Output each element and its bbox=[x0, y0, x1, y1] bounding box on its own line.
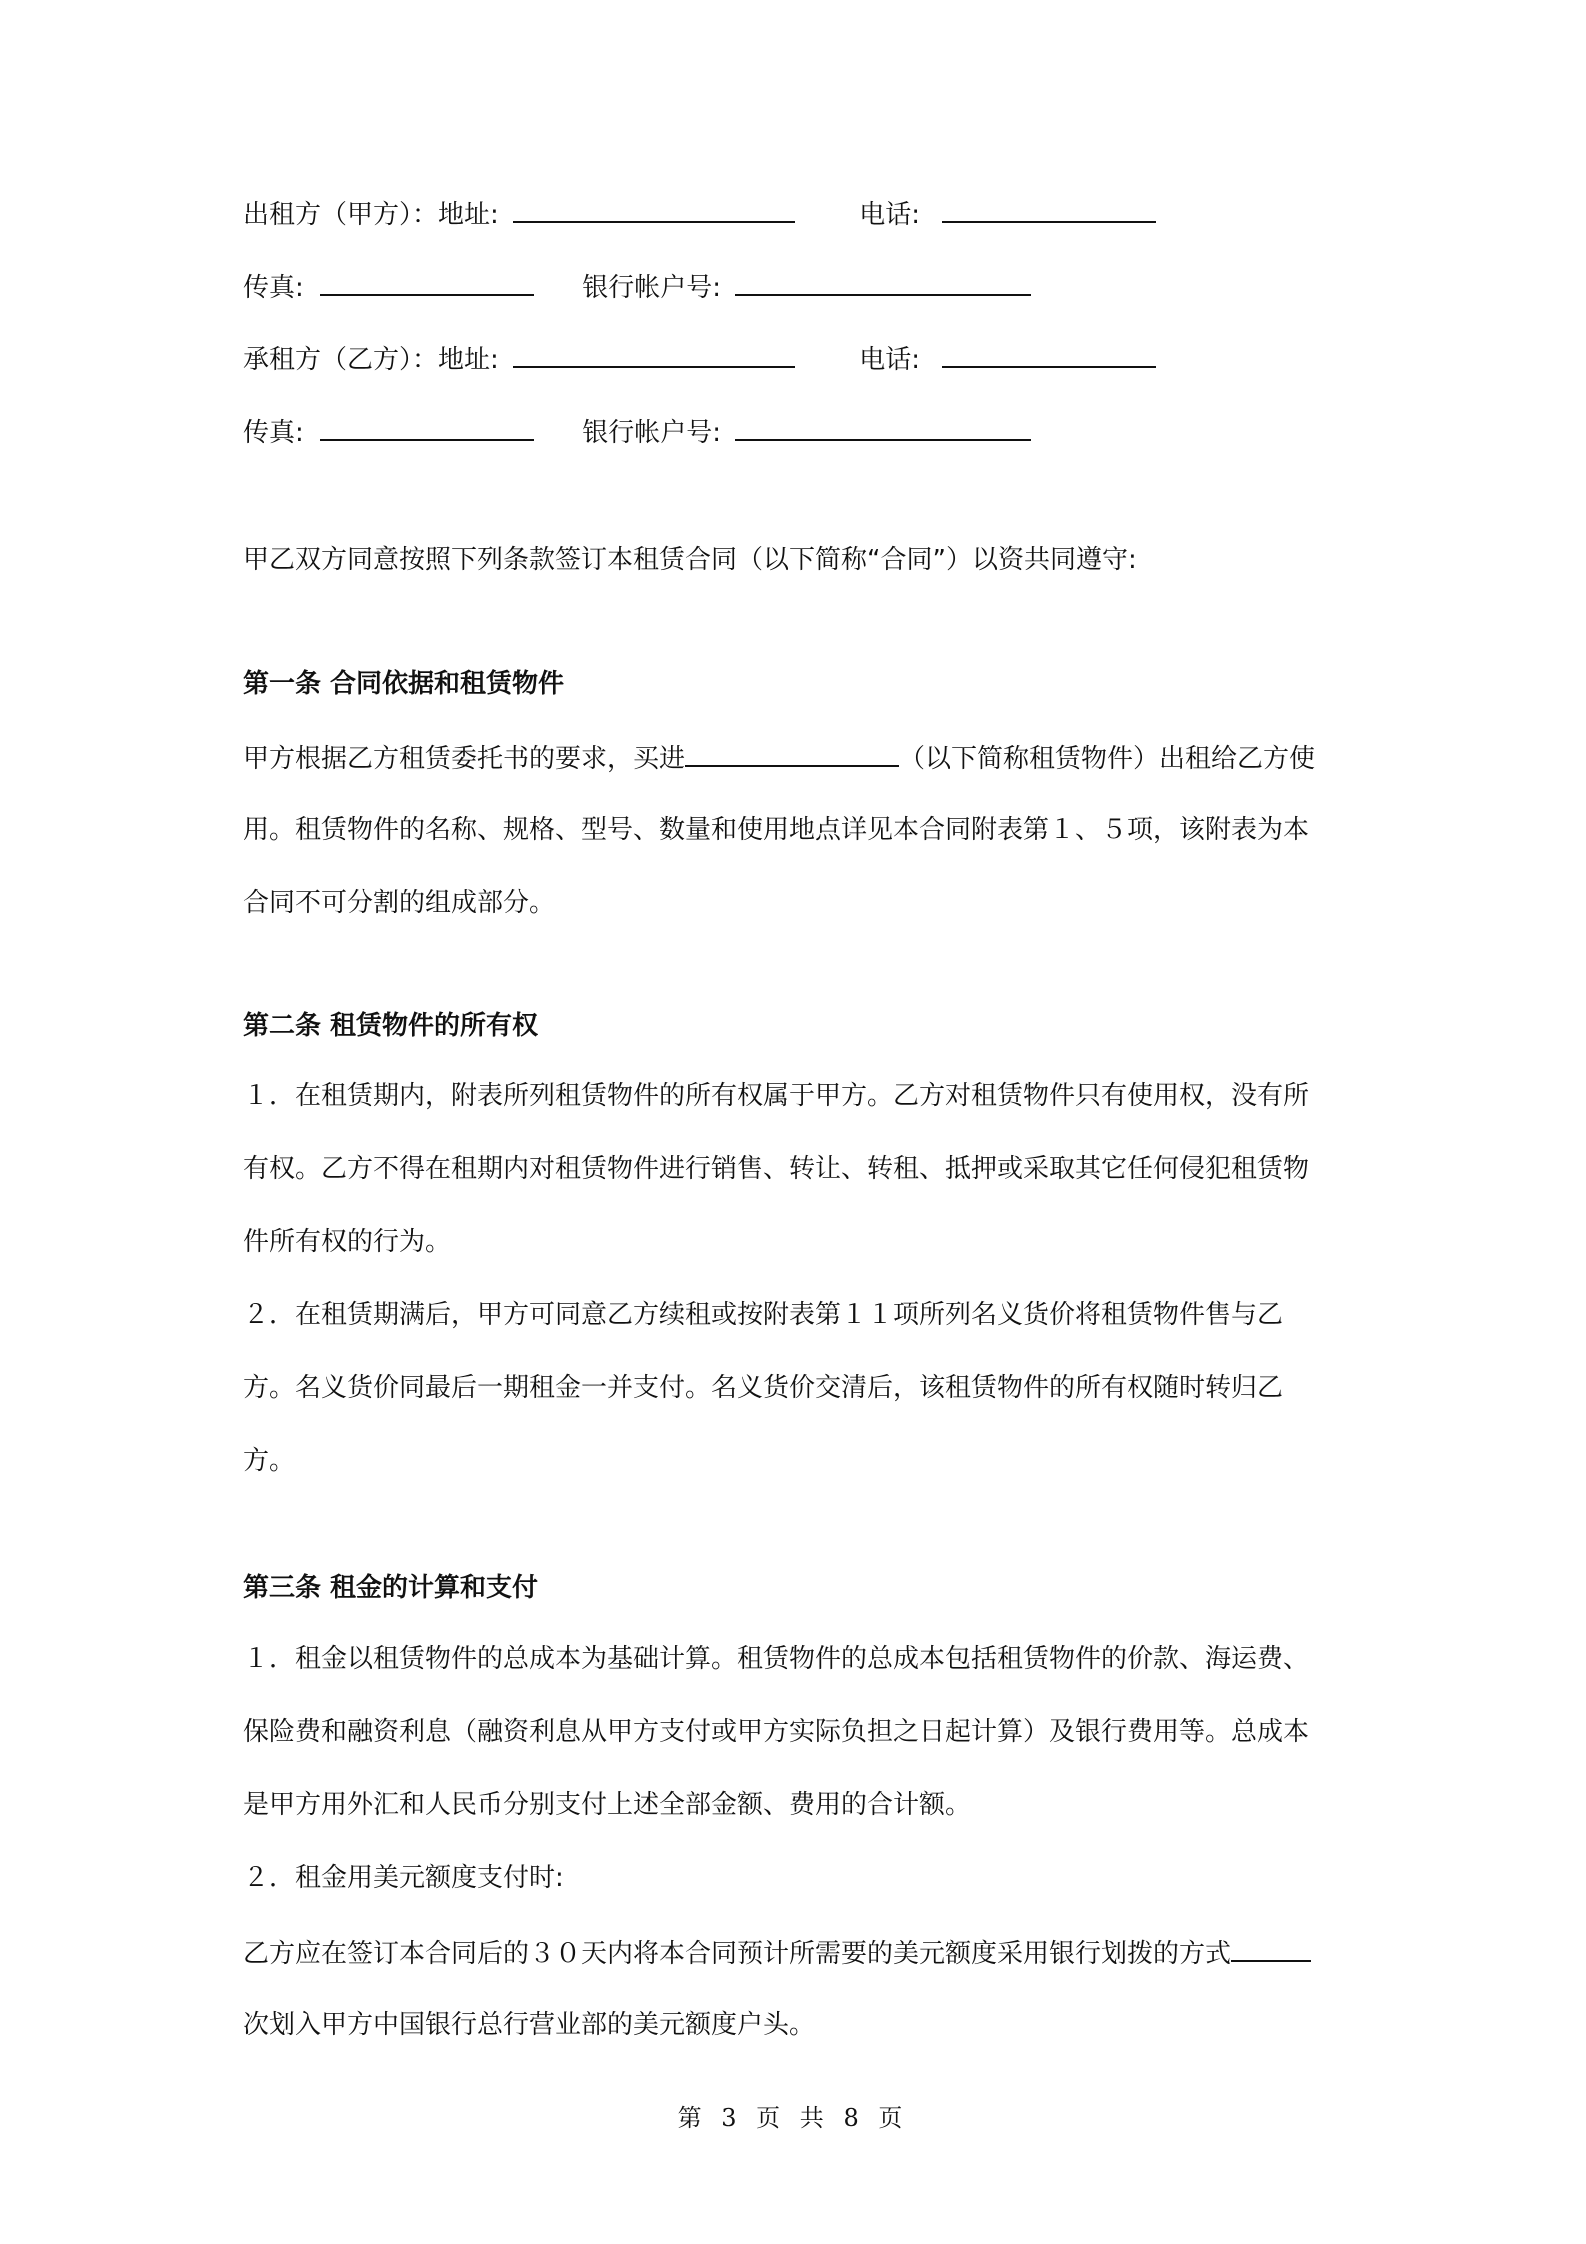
lessee-fax-blank bbox=[320, 413, 534, 441]
article3-line: ２．租金用美元额度支付时: bbox=[243, 1863, 564, 1893]
page-number-footer: 第 3 页 共 8 页 bbox=[677, 2104, 909, 2132]
lessor-bank-label: 银行帐户号: bbox=[582, 273, 722, 303]
article2-body bbox=[243, 1076, 1351, 1514]
lessor-address-blank bbox=[513, 195, 795, 223]
article1-line1-b: （以下简称租赁物件）出租给乙方使 bbox=[899, 744, 1316, 774]
lessee-address-label: 承租方（乙方）：地址: bbox=[243, 345, 499, 375]
article1-line3: 合同不可分割的组成部分。 bbox=[243, 888, 556, 918]
article2-title: 第二条 租赁物件的所有权 bbox=[243, 1011, 539, 1041]
article3-title: 第三条 租金的计算和支付 bbox=[243, 1573, 539, 1603]
article1-line2: 用。租赁物件的名称、规格、型号、数量和使用地点详见本合同附表第１、５项，该附表为本 bbox=[243, 815, 1310, 845]
lessor-row bbox=[243, 195, 1156, 233]
article2-line: １．在租赁期内，附表所列租赁物件的所有权属于甲方。乙方对租赁物件只有使用权，没有所 bbox=[243, 1081, 1310, 1111]
lessor-phone-blank bbox=[942, 195, 1156, 223]
intro-text: 甲乙双方同意按照下列条款签订本租赁合同（以下简称“合同”）以资共同遵守: bbox=[243, 545, 1137, 575]
lessee-phone-blank bbox=[942, 340, 1156, 368]
article2-line: 方。名义货价同最后一期租金一并支付。名义货价交清后，该租赁物件的所有权随时转归乙 bbox=[243, 1373, 1284, 1403]
lessor-fax-label: 传真: bbox=[243, 273, 304, 303]
article2-line: 有权。乙方不得在租期内对租赁物件进行销售、转让、转租、抵押或采取其它任何侵犯租赁物 bbox=[243, 1154, 1310, 1184]
article3-line: １．租金以租赁物件的总成本为基础计算。租赁物件的总成本包括租赁物件的价款、海运费、 bbox=[243, 1644, 1310, 1674]
lessee-fax-label: 传真: bbox=[243, 418, 304, 448]
lessor-address-label: 出租方（甲方）：地址: bbox=[243, 200, 499, 230]
article2-line: 件所有权的行为。 bbox=[243, 1227, 452, 1257]
lessee-address-blank bbox=[513, 340, 795, 368]
lessor-fax-row bbox=[243, 268, 1031, 306]
article2-line: ２．在租赁期满后，甲方可同意乙方续租或按附表第１１项所列名义货价将租赁物件售与乙 bbox=[243, 1300, 1284, 1330]
article3-body bbox=[243, 1639, 1351, 1931]
article3-line5 bbox=[243, 1934, 1311, 1972]
lessor-fax-blank bbox=[320, 268, 534, 296]
article1-item-blank bbox=[685, 739, 899, 767]
article3-line: 是甲方用外汇和人民币分别支付上述全部金额、费用的合计额。 bbox=[243, 1790, 972, 1820]
lessee-bank-label: 银行帐户号: bbox=[582, 418, 722, 448]
article3-line: 保险费和融资利息（融资利息从甲方支付或甲方实际负担之日起计算）及银行费用等。总成本 bbox=[243, 1717, 1310, 1747]
lessor-bank-blank bbox=[735, 268, 1031, 296]
lessee-row bbox=[243, 340, 1156, 378]
lessee-bank-blank bbox=[735, 413, 1031, 441]
lessee-phone-label: 电话: bbox=[859, 345, 921, 375]
lessee-fax-row bbox=[243, 413, 1031, 451]
article1-line1 bbox=[243, 739, 1315, 777]
article3-line5-text: 乙方应在签订本合同后的３０天内将本合同预计所需要的美元额度采用银行划拨的方式 bbox=[243, 1939, 1232, 1969]
article1-title: 第一条 合同依据和租赁物件 bbox=[243, 669, 565, 699]
lessor-phone-label: 电话: bbox=[859, 200, 921, 230]
article2-line: 方。 bbox=[243, 1446, 296, 1476]
article3-times-blank bbox=[1231, 1934, 1311, 1962]
article3-line6: 次划入甲方中国银行总行营业部的美元额度户头。 bbox=[243, 2010, 816, 2040]
article1-line1-a: 甲方根据乙方租赁委托书的要求，买进 bbox=[243, 744, 686, 774]
